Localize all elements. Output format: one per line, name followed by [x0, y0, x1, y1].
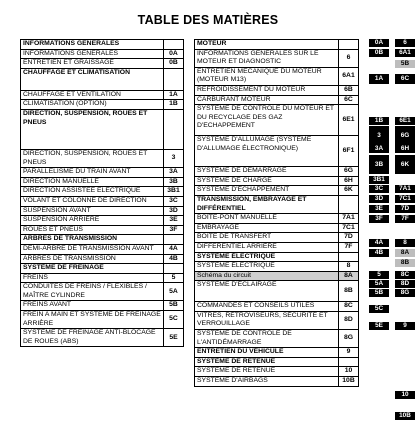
- toc-entry-row[interactable]: [195, 242, 359, 252]
- toc-entry-row[interactable]: [195, 223, 359, 233]
- toc-entry-title: ENTRETIEN ET GRAISSAGE: [21, 59, 164, 69]
- section-tab[interactable]: 5B: [395, 60, 415, 68]
- toc-section-code: 6C: [339, 95, 359, 105]
- toc-entry-row[interactable]: [21, 311, 184, 329]
- toc-section-code: 8: [339, 262, 359, 272]
- section-tab[interactable]: 5E: [369, 322, 389, 330]
- toc-section-code: 6E1: [339, 105, 359, 136]
- toc-entry-row[interactable]: [195, 281, 359, 302]
- toc-section-row: [21, 235, 184, 245]
- toc-entry-row[interactable]: [21, 206, 184, 216]
- toc-entry-title: SYSTÈME ÉLECTRIQUE: [195, 262, 339, 272]
- section-tab[interactable]: 3E: [369, 205, 389, 213]
- toc-entry-title: SYSTÈME DE DEMARRAGE: [195, 167, 339, 177]
- toc-entry-row[interactable]: [21, 283, 184, 301]
- toc-entry-title: CHAUFFAGE ET CLIMATISATION: [21, 68, 164, 90]
- section-tab[interactable]: 6A1: [395, 49, 415, 57]
- toc-entry-title: DIRECTION ASSISTEE ELECTRIQUE: [21, 187, 164, 197]
- toc-section-code: 1A: [164, 90, 184, 100]
- toc-entry-row[interactable]: [195, 176, 359, 186]
- toc-entry-row[interactable]: [195, 262, 359, 272]
- section-tab[interactable]: 5: [369, 271, 389, 279]
- section-tab[interactable]: 1A: [369, 74, 389, 84]
- toc-section-row: [21, 40, 184, 50]
- toc-section-code: 4A: [164, 244, 184, 254]
- toc-entry-row[interactable]: [195, 186, 359, 196]
- section-tab[interactable]: 8A: [395, 249, 415, 257]
- toc-entry-title: CHAUFFAGE ET VENTILATION: [21, 90, 164, 100]
- toc-entry-title: CARBURANT MOTEUR: [195, 95, 339, 105]
- toc-entry-title: INFORMATIONS GENERALES: [21, 49, 164, 59]
- toc-section-code: 8B: [339, 281, 359, 302]
- toc-entry-row[interactable]: [195, 377, 359, 387]
- toc-entry-title: VOLANT ET COLONNE DE DIRECTION: [21, 196, 164, 206]
- section-tab[interactable]: 3B: [369, 155, 389, 174]
- toc-entry-title: SYSTÈME DE CHARGE: [195, 176, 339, 186]
- toc-entry-row[interactable]: [195, 311, 359, 329]
- toc-section-code: 3B: [164, 177, 184, 187]
- toc-entry-title: DIRECTION, SUSPENSION, ROUES ET PNEUS: [21, 149, 164, 167]
- toc-section-row: [195, 195, 359, 213]
- toc-section-code: 5B: [164, 301, 184, 311]
- toc-section-code: [164, 235, 184, 245]
- toc-entry-row[interactable]: [21, 244, 184, 254]
- toc-entry-title: SYSTÈME D'ALLUMAGE (SYSTÈME D'ALLUMAGE ÉLECTRONIQUE): [195, 136, 339, 167]
- toc-entry-title: ENTRETIEN MECANIQUE DU MOTEUR (MOTEUR M13): [195, 67, 339, 85]
- toc-entry-title: CLIMATISATION (OPTION): [21, 100, 164, 110]
- section-tab[interactable]: 3A: [369, 145, 389, 153]
- toc-section-code: 8C: [339, 302, 359, 312]
- page-title: TABLE DES MATIÈRES: [137, 13, 279, 27]
- toc-section-code: 10: [339, 367, 359, 377]
- toc-entry-row[interactable]: [195, 233, 359, 243]
- toc-entry-title: SYSTÈME D'AIRBAGS: [195, 377, 339, 387]
- toc-entry-title: SUSPENSION AVANT: [21, 206, 164, 216]
- toc-section-code: 3F: [164, 225, 184, 235]
- toc-section-code: 1B: [164, 100, 184, 110]
- toc-entry-title: DIRECTION, SUSPENSION, ROUES ET PNEUS: [21, 109, 164, 149]
- toc-entry-title: PARALLELISME DU TRAIN AVANT: [21, 168, 164, 178]
- toc-entry-title: ROUES ET PNEUS: [21, 225, 164, 235]
- section-tab[interactable]: 6E1: [395, 117, 415, 125]
- section-tab[interactable]: 3F: [369, 215, 389, 223]
- section-tab[interactable]: 7D: [395, 205, 415, 213]
- section-tab[interactable]: 5A: [369, 280, 389, 288]
- toc-section-code: 5C: [164, 311, 184, 329]
- section-tab[interactable]: 4B: [369, 249, 389, 257]
- toc-section-code: [339, 195, 359, 213]
- toc-section-code: 3B1: [164, 187, 184, 197]
- toc-section-code: 3: [164, 149, 184, 167]
- toc-section-code: 6K: [339, 186, 359, 196]
- section-tab[interactable]: 8G: [395, 289, 415, 297]
- toc-section-code: 4B: [164, 254, 184, 264]
- section-tab[interactable]: 4A: [369, 239, 389, 247]
- toc-entry-row[interactable]: [195, 214, 359, 224]
- toc-section-row: [195, 252, 359, 262]
- toc-entry-title: FREINS AVANT: [21, 301, 164, 311]
- toc-entry-title: FREINS: [21, 273, 164, 283]
- toc-entry-row[interactable]: [21, 196, 184, 206]
- section-tab[interactable]: 0A: [369, 39, 389, 47]
- toc-entry-title: SYSTÈME D'ÉCHAPPEMENT: [195, 186, 339, 196]
- toc-entry-title: MOTEUR: [195, 40, 339, 50]
- toc-entry-title: INFORMATIONS GENERALES: [21, 40, 164, 50]
- section-tab[interactable]: 6: [395, 39, 415, 47]
- toc-section-code: 6G: [339, 167, 359, 177]
- toc-section-code: [339, 357, 359, 367]
- toc-section-code: [164, 264, 184, 274]
- toc-section-code: 10B: [339, 377, 359, 387]
- toc-entry-row[interactable]: [195, 95, 359, 105]
- section-tab[interactable]: 6C: [395, 74, 415, 84]
- section-tab[interactable]: 0B: [369, 49, 389, 57]
- toc-entry-row[interactable]: [195, 302, 359, 312]
- toc-section-code: 6B: [339, 85, 359, 95]
- toc-entry-title: SUSPENSION ARRIÈRE: [21, 216, 164, 226]
- section-tab[interactable]: 8C: [395, 271, 415, 279]
- toc-entry-row[interactable]: [21, 49, 184, 59]
- toc-section-code: [339, 40, 359, 50]
- toc-entry-row[interactable]: [195, 367, 359, 377]
- toc-entry-title: ARBRES DE TRANSMISSION: [21, 254, 164, 264]
- section-tab[interactable]: 7F: [395, 215, 415, 223]
- toc-entry-row[interactable]: [21, 225, 184, 235]
- toc-entry-title: BOITE DE TRANSFERT: [195, 233, 339, 243]
- toc-entry-row[interactable]: [21, 90, 184, 100]
- toc-section-code: [164, 40, 184, 50]
- toc-section-code: 7C1: [339, 223, 359, 233]
- section-tab[interactable]: 8: [395, 239, 415, 247]
- toc-section-row: [195, 357, 359, 367]
- section-tab[interactable]: 10B: [395, 412, 415, 420]
- toc-section-code: 9: [339, 348, 359, 358]
- toc-entry-title: FREIN A MAIN ET SYSTEME DE FREINAGE ARRIÈRE: [21, 311, 164, 329]
- toc-entry-title: TRANSMISSION, EMBRAYAGE ET DIFFÉRENTIEL: [195, 195, 339, 213]
- toc-section-row: [21, 68, 184, 90]
- section-tab[interactable]: 3C: [369, 185, 389, 193]
- toc-entry-title: SYSTÈME DE FREINAGE: [21, 264, 164, 274]
- toc-entry-row[interactable]: [195, 136, 359, 167]
- toc-entry-title: SYSTÈME DE RETENUE: [195, 367, 339, 377]
- section-tab[interactable]: 5C: [369, 305, 389, 313]
- toc-entry-title: DEMI-ARBRE DE TRANSMISSION AVANT: [21, 244, 164, 254]
- toc-entry-row[interactable]: [21, 149, 184, 167]
- section-tab[interactable]: 7A1: [395, 185, 415, 193]
- section-tab[interactable]: 9: [395, 322, 415, 330]
- section-tab[interactable]: 5B: [369, 289, 389, 297]
- toc-entry-title: SYSTÈME DE RETENUE: [195, 357, 339, 367]
- toc-entry-title: SYSTÈME DE CONTRÔLE DU MOTEUR ET DU RECYCLAGE DES GAZ D'ECHAPPEMENT: [195, 105, 339, 136]
- toc-section-code: 7A1: [339, 214, 359, 224]
- section-tab[interactable]: 1B: [369, 117, 389, 125]
- section-tab[interactable]: 8D: [395, 280, 415, 288]
- toc-table-right: [194, 39, 359, 387]
- toc-section-code: [164, 109, 184, 149]
- toc-table-left: [20, 39, 184, 347]
- toc-section-code: 3D: [164, 206, 184, 216]
- toc-entry-title: REFROIDISSEMENT DU MOTEUR: [195, 85, 339, 95]
- toc-section-code: 7D: [339, 233, 359, 243]
- toc-section-code: 8D: [339, 311, 359, 329]
- toc-entry-title: SYSTÈME ÉLECTRIQUE: [195, 252, 339, 262]
- toc-section-code: 5: [164, 273, 184, 283]
- section-tab[interactable]: 6K: [395, 155, 415, 174]
- section-tab[interactable]: 8B: [395, 259, 415, 267]
- section-tab[interactable]: 6H: [395, 145, 415, 153]
- toc-entry-title: ARBRES DE TRANSMISSION: [21, 235, 164, 245]
- section-tab[interactable]: 3: [369, 126, 389, 145]
- toc-entry-row[interactable]: [21, 273, 184, 283]
- toc-section-code: 0B: [164, 59, 184, 69]
- toc-entry-row[interactable]: [21, 168, 184, 178]
- toc-section-code: 5E: [164, 329, 184, 347]
- toc-section-code: 6A1: [339, 67, 359, 85]
- toc-entry-title: SYSTÈME DE CONTRÔLE DE L'ANTIDÉMARRAGE: [195, 330, 339, 348]
- toc-entry-row[interactable]: [21, 216, 184, 226]
- toc-section-code: 3C: [164, 196, 184, 206]
- toc-section-row: [195, 40, 359, 50]
- toc-entry-row[interactable]: [21, 59, 184, 69]
- toc-section-code: 0A: [164, 49, 184, 59]
- toc-section-row: [21, 109, 184, 149]
- section-tab[interactable]: 3B1: [369, 176, 389, 184]
- toc-entry-title: VITRES, RÉTROVISEURS, SÉCURITÉ ET VERROUILLAGE: [195, 311, 339, 329]
- toc-entry-row[interactable]: [195, 330, 359, 348]
- toc-entry-row[interactable]: [195, 167, 359, 177]
- toc-entry-title: Schéma du circuit: [195, 271, 339, 281]
- toc-entry-title: DIFFERENTIEL ARRIÈRE: [195, 242, 339, 252]
- toc-section-code: 5A: [164, 283, 184, 301]
- toc-entry-row[interactable]: [21, 329, 184, 347]
- section-tab[interactable]: 6G: [395, 126, 415, 145]
- toc-entry-title: INFORMATIONS GENERALES SUR LE MOTEUR ET DIAGNOSTIC: [195, 49, 339, 67]
- section-tab[interactable]: 10: [395, 391, 415, 399]
- toc-entry-title: SYSTÈME D'ÉCLAIRAGE: [195, 281, 339, 302]
- toc-entry-row[interactable]: [21, 187, 184, 197]
- toc-section-code: 6H: [339, 176, 359, 186]
- toc-section-code: 7F: [339, 242, 359, 252]
- toc-entry-row[interactable]: [195, 67, 359, 85]
- toc-entry-row[interactable]: [195, 49, 359, 67]
- section-tab[interactable]: 7C1: [395, 195, 415, 203]
- toc-section-code: 3A: [164, 168, 184, 178]
- toc-entry-row[interactable]: [195, 85, 359, 95]
- toc-entry-row[interactable]: [195, 105, 359, 136]
- toc-section-code: 8A: [339, 271, 359, 281]
- toc-entry-row[interactable]: [21, 100, 184, 110]
- toc-entry-row[interactable]: [195, 271, 359, 281]
- toc-section-code: 8G: [339, 330, 359, 348]
- toc-section-row: [195, 348, 359, 358]
- toc-section-row: [21, 264, 184, 274]
- toc-entry-title: SYSTÈME DE FREINAGE ANTI-BLOCAGE DE ROUES (ABS): [21, 329, 164, 347]
- toc-section-code: 6: [339, 49, 359, 67]
- section-tab[interactable]: 3D: [369, 195, 389, 203]
- toc-section-code: 6F1: [339, 136, 359, 167]
- toc-entry-title: CONDUITES DE FREINS / FLEXIBLES / MAÎTRE CYLINDRE: [21, 283, 164, 301]
- toc-entry-title: DIRECTION MANUELLE: [21, 177, 164, 187]
- toc-entry-row[interactable]: [21, 301, 184, 311]
- toc-entry-title: EMBRAYAGE: [195, 223, 339, 233]
- toc-section-code: [339, 252, 359, 262]
- toc-section-code: [164, 68, 184, 90]
- toc-entry-title: COMMANDES ET CONSEILS UTILES: [195, 302, 339, 312]
- toc-entry-row[interactable]: [21, 177, 184, 187]
- toc-section-code: 3E: [164, 216, 184, 226]
- toc-entry-title: ENTRETIEN DU VÉHICULE: [195, 348, 339, 358]
- toc-entry-title: BOÎTE-PONT MANUELLE: [195, 214, 339, 224]
- toc-entry-row[interactable]: [21, 254, 184, 264]
